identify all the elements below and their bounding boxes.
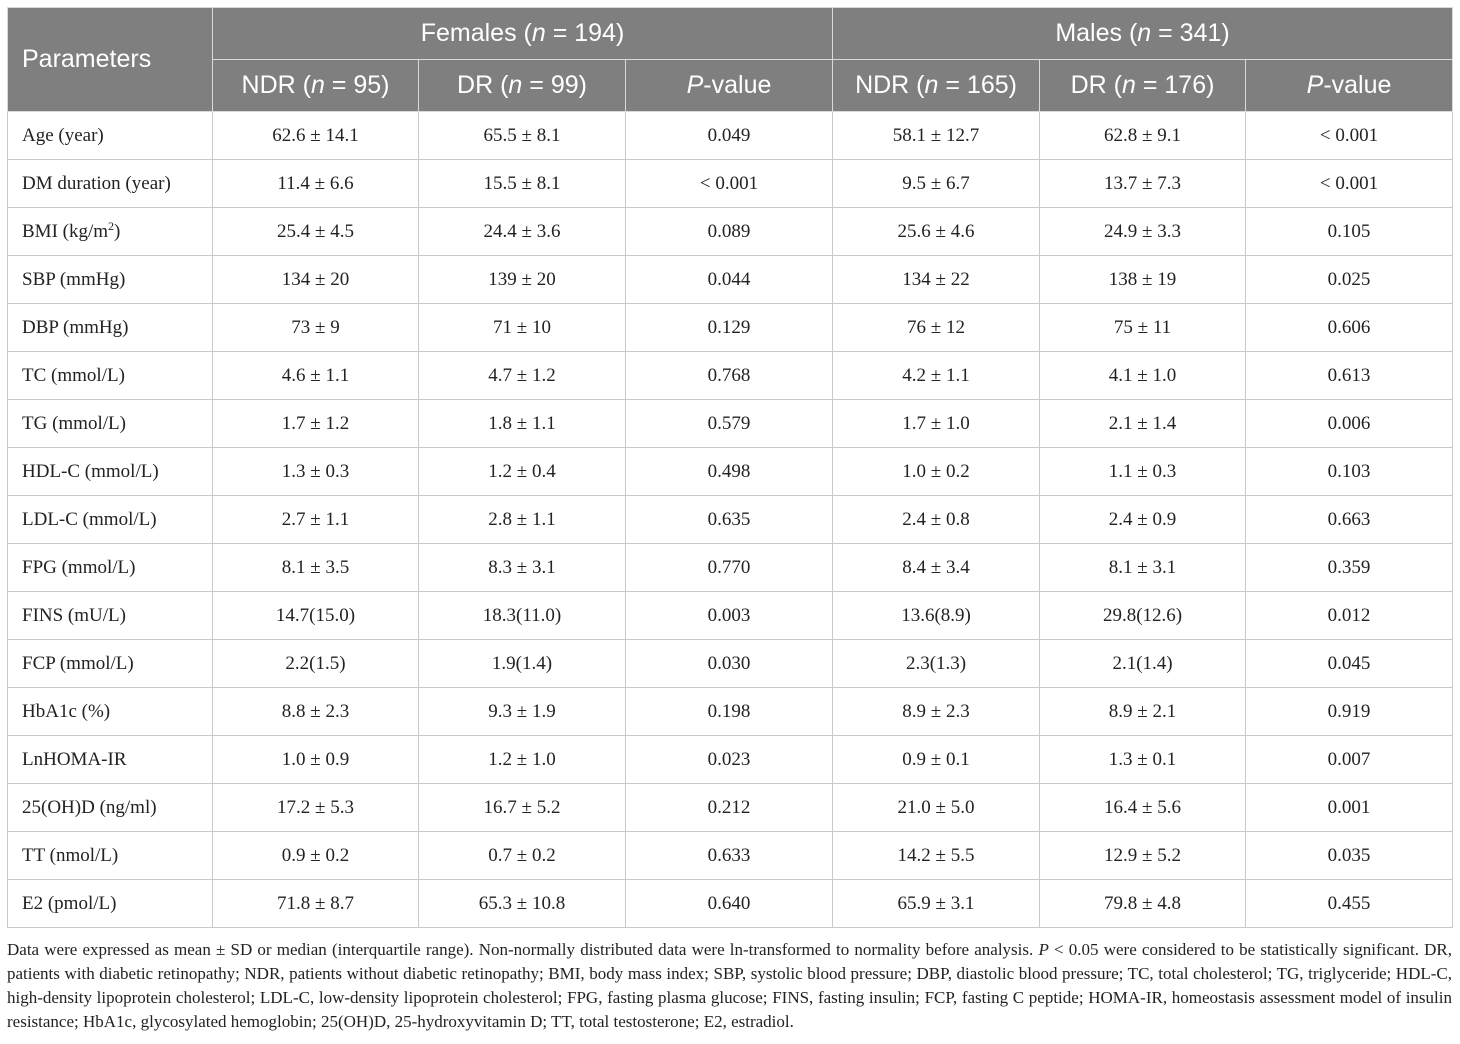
table-cell: 0.012 <box>1246 592 1453 640</box>
table-cell: 65.9 ± 3.1 <box>833 880 1040 928</box>
table-body <box>8 112 1453 928</box>
row-label: FCP (mmol/L) <box>8 640 213 688</box>
table-cell: 15.5 ± 8.1 <box>419 160 626 208</box>
table-cell: 71 ± 10 <box>419 304 626 352</box>
table-cell: 25.6 ± 4.6 <box>833 208 1040 256</box>
table-cell: 0.606 <box>1246 304 1453 352</box>
table-cell: 0.212 <box>626 784 833 832</box>
table-cell: 13.7 ± 7.3 <box>1040 160 1246 208</box>
table-row <box>8 784 1453 832</box>
table-cell: 0.007 <box>1246 736 1453 784</box>
table-cell: 8.8 ± 2.3 <box>213 688 419 736</box>
header-sub: P-value <box>1246 60 1453 112</box>
table-cell: 58.1 ± 12.7 <box>833 112 1040 160</box>
table-cell: 0.498 <box>626 448 833 496</box>
table-cell: 139 ± 20 <box>419 256 626 304</box>
table-cell: < 0.001 <box>1246 112 1453 160</box>
table-cell: 1.1 ± 0.3 <box>1040 448 1246 496</box>
table-cell: 2.1 ± 1.4 <box>1040 400 1246 448</box>
table-row <box>8 112 1453 160</box>
header-parameters: Parameters <box>8 8 213 112</box>
table-cell: 0.359 <box>1246 544 1453 592</box>
row-label: LnHOMA-IR <box>8 736 213 784</box>
table-row <box>8 256 1453 304</box>
table-cell: 4.6 ± 1.1 <box>213 352 419 400</box>
table-row <box>8 400 1453 448</box>
table-cell: 73 ± 9 <box>213 304 419 352</box>
table-row <box>8 544 1453 592</box>
table-cell: 0.089 <box>626 208 833 256</box>
row-label: TT (nmol/L) <box>8 832 213 880</box>
table-cell: 25.4 ± 4.5 <box>213 208 419 256</box>
table-cell: 1.9(1.4) <box>419 640 626 688</box>
table-cell: 2.7 ± 1.1 <box>213 496 419 544</box>
table-cell: 79.8 ± 4.8 <box>1040 880 1246 928</box>
table-cell: 134 ± 20 <box>213 256 419 304</box>
table-cell: 0.103 <box>1246 448 1453 496</box>
table-cell: 0.001 <box>1246 784 1453 832</box>
table-cell: 14.2 ± 5.5 <box>833 832 1040 880</box>
table-cell: 2.4 ± 0.9 <box>1040 496 1246 544</box>
row-label: HbA1c (%) <box>8 688 213 736</box>
header-males: Males (n = 341) <box>833 8 1453 60</box>
table-cell: 1.7 ± 1.2 <box>213 400 419 448</box>
table-cell: 1.0 ± 0.2 <box>833 448 1040 496</box>
header-sub: DR (n = 176) <box>1040 60 1246 112</box>
table-cell: 0.633 <box>626 832 833 880</box>
table-cell: 0.663 <box>1246 496 1453 544</box>
table-cell: 1.0 ± 0.9 <box>213 736 419 784</box>
table-cell: 0.006 <box>1246 400 1453 448</box>
table-cell: 8.4 ± 3.4 <box>833 544 1040 592</box>
row-label: LDL-C (mmol/L) <box>8 496 213 544</box>
table-cell: 75 ± 11 <box>1040 304 1246 352</box>
table-cell: 24.9 ± 3.3 <box>1040 208 1246 256</box>
table-cell: 0.635 <box>626 496 833 544</box>
table-cell: 0.768 <box>626 352 833 400</box>
row-label: TG (mmol/L) <box>8 400 213 448</box>
row-label: FPG (mmol/L) <box>8 544 213 592</box>
table-cell: 2.3(1.3) <box>833 640 1040 688</box>
table-cell: 0.198 <box>626 688 833 736</box>
table-cell: 9.3 ± 1.9 <box>419 688 626 736</box>
table-cell: 0.9 ± 0.2 <box>213 832 419 880</box>
table-cell: 76 ± 12 <box>833 304 1040 352</box>
table-cell: 0.049 <box>626 112 833 160</box>
table-cell: 0.105 <box>1246 208 1453 256</box>
table-cell: 65.3 ± 10.8 <box>419 880 626 928</box>
table-cell: 0.9 ± 0.1 <box>833 736 1040 784</box>
table-cell: 8.9 ± 2.3 <box>833 688 1040 736</box>
table-cell: 1.2 ± 0.4 <box>419 448 626 496</box>
header-row-1 <box>8 8 1453 60</box>
table-cell: 0.045 <box>1246 640 1453 688</box>
table-cell: 16.4 ± 5.6 <box>1040 784 1246 832</box>
table-cell: 0.613 <box>1246 352 1453 400</box>
header-sub: DR (n = 99) <box>419 60 626 112</box>
row-label: E2 (pmol/L) <box>8 880 213 928</box>
table-cell: 71.8 ± 8.7 <box>213 880 419 928</box>
table-cell: 0.919 <box>1246 688 1453 736</box>
table-row <box>8 304 1453 352</box>
row-label: DBP (mmHg) <box>8 304 213 352</box>
table-row <box>8 640 1453 688</box>
table-cell: 0.129 <box>626 304 833 352</box>
header-row-2 <box>8 60 1453 112</box>
table-cell: 0.579 <box>626 400 833 448</box>
table-cell: 24.4 ± 3.6 <box>419 208 626 256</box>
header-sub: P-value <box>626 60 833 112</box>
table-cell: 4.7 ± 1.2 <box>419 352 626 400</box>
table-container <box>7 7 1452 1034</box>
table-cell: 62.6 ± 14.1 <box>213 112 419 160</box>
row-label: SBP (mmHg) <box>8 256 213 304</box>
table-cell: 0.023 <box>626 736 833 784</box>
table-cell: 8.1 ± 3.5 <box>213 544 419 592</box>
table-cell: 1.7 ± 1.0 <box>833 400 1040 448</box>
table-row <box>8 496 1453 544</box>
table-cell: 0.455 <box>1246 880 1453 928</box>
table-cell: 134 ± 22 <box>833 256 1040 304</box>
table-row <box>8 448 1453 496</box>
table-cell: 0.044 <box>626 256 833 304</box>
table-cell: 138 ± 19 <box>1040 256 1246 304</box>
table-cell: 18.3(11.0) <box>419 592 626 640</box>
table-cell: 2.2(1.5) <box>213 640 419 688</box>
header-sub: NDR (n = 165) <box>833 60 1040 112</box>
table-cell: 0.030 <box>626 640 833 688</box>
row-label: HDL-C (mmol/L) <box>8 448 213 496</box>
row-label: BMI $(kg/m^2)$ <box>8 208 213 256</box>
table-cell: < 0.001 <box>626 160 833 208</box>
table-row <box>8 880 1453 928</box>
row-label: Age (year) <box>8 112 213 160</box>
table-cell: 4.1 ± 1.0 <box>1040 352 1246 400</box>
table-cell: 2.1(1.4) <box>1040 640 1246 688</box>
table-footnote: Data were expressed as mean ± SD or median (interquartile range). Non-normally distributed data were ln-transformed to normality before analysis. P < 0.05 were considered to be statistically significant. DR, patients with diabetic retinopathy; NDR, patients without diabetic retinopathy; BMI, body mass index; SBP, systolic blood pressure; DBP, diastolic blood pressure; TC, total cholesterol; TG, triglyceride; HDL-C, high-density lipoprotein cholesterol; LDL-C, low-density lipoprotein cholesterol; FPG, fasting plasma glucose; FINS, fasting insulin; FCP, fasting C peptide; HOMA-IR, homeostasis assessment model of insulin resistance; HbA1c, glycosylated hemoglobin; 25(OH)D, 25-hydroxyvitamin D; TT, total testosterone; E2, estradiol. <box>7 940 1453 1031</box>
table-cell: 1.2 ± 1.0 <box>419 736 626 784</box>
header-females: Females (n = 194) <box>213 8 833 60</box>
table-cell: 65.5 ± 8.1 <box>419 112 626 160</box>
table-cell: 4.2 ± 1.1 <box>833 352 1040 400</box>
table-cell: 12.9 ± 5.2 <box>1040 832 1246 880</box>
table-row <box>8 832 1453 880</box>
table-cell: 17.2 ± 5.3 <box>213 784 419 832</box>
row-label: TC (mmol/L) <box>8 352 213 400</box>
table-row <box>8 160 1453 208</box>
table-cell: 1.3 ± 0.3 <box>213 448 419 496</box>
table-cell: 21.0 ± 5.0 <box>833 784 1040 832</box>
table-row <box>8 688 1453 736</box>
table-cell: 8.9 ± 2.1 <box>1040 688 1246 736</box>
table-cell: 0.035 <box>1246 832 1453 880</box>
table-cell: 2.8 ± 1.1 <box>419 496 626 544</box>
row-label: FINS (mU/L) <box>8 592 213 640</box>
table-cell: < 0.001 <box>1246 160 1453 208</box>
row-label: 25(OH)D (ng/ml) <box>8 784 213 832</box>
table-row <box>8 592 1453 640</box>
table-cell: 8.3 ± 3.1 <box>419 544 626 592</box>
data-table <box>7 7 1453 928</box>
table-cell: 0.003 <box>626 592 833 640</box>
header-sub: NDR (n = 95) <box>213 60 419 112</box>
table-cell: 29.8(12.6) <box>1040 592 1246 640</box>
table-row <box>8 208 1453 256</box>
table-cell: 16.7 ± 5.2 <box>419 784 626 832</box>
table-cell: 1.3 ± 0.1 <box>1040 736 1246 784</box>
table-cell: 9.5 ± 6.7 <box>833 160 1040 208</box>
table-cell: 0.640 <box>626 880 833 928</box>
table-cell: 1.8 ± 1.1 <box>419 400 626 448</box>
table-cell: 0.7 ± 0.2 <box>419 832 626 880</box>
table-cell: 13.6(8.9) <box>833 592 1040 640</box>
table-row <box>8 736 1453 784</box>
table-cell: 0.025 <box>1246 256 1453 304</box>
table-cell: 8.1 ± 3.1 <box>1040 544 1246 592</box>
table-cell: 14.7(15.0) <box>213 592 419 640</box>
table-row <box>8 352 1453 400</box>
table-cell: 0.770 <box>626 544 833 592</box>
row-label: DM duration (year) <box>8 160 213 208</box>
table-cell: 62.8 ± 9.1 <box>1040 112 1246 160</box>
table-cell: 2.4 ± 0.8 <box>833 496 1040 544</box>
table-cell: 11.4 ± 6.6 <box>213 160 419 208</box>
